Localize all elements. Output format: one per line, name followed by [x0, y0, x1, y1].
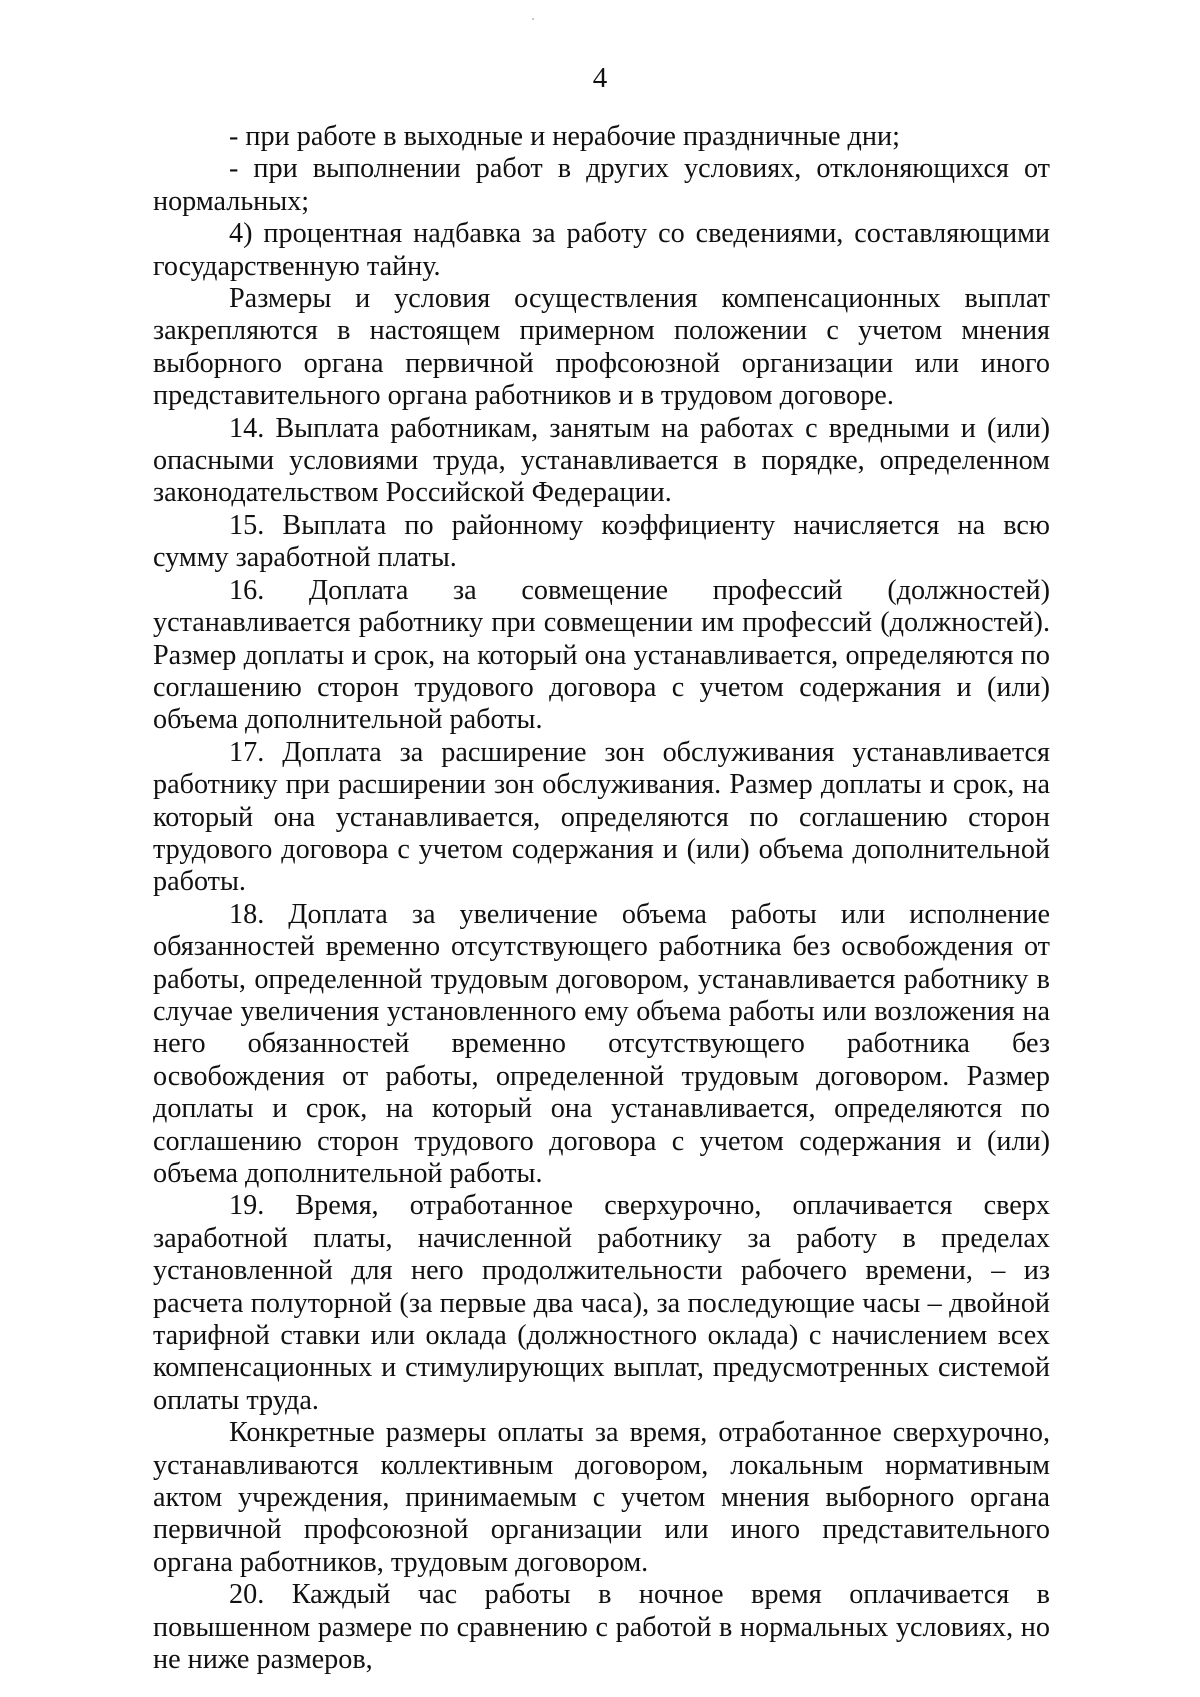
paragraph-state-secret: 4) процентная надбавка за работу со сведениями, составляющими государственную тайну. [153, 218, 1050, 282]
paragraph-14: 14. Выплата работникам, занятым на работах с вредными и (или) опасными условиями труда, устанавливается в порядке, определенном законодательством Российской Федерации. [153, 412, 1050, 509]
paragraph-abnormal-conditions: - при выполнении работ в других условиях, отклоняющихся от нормальных; [153, 153, 1050, 217]
paragraph-17: 17. Доплата за расширение зон обслуживания устанавливается работнику при расширении зон обслуживания. Размер доплаты и срок, на который она устанавливается, определяются по соглашению сторон трудового договора с учетом содержания и (или) объема дополнительной работы. [153, 736, 1050, 898]
paragraph-overtime-sizes: Конкретные размеры оплаты за время, отработанное сверхурочно, устанавливаются коллективным договором, локальным нормативным актом учреждения, принимаемым с учетом мнения выборного органа первичной профсоюзной организации или иного представительного органа работников, трудовым договором. [153, 1417, 1050, 1578]
paragraph-holidays: - при работе в выходные и нерабочие праздничные дни; [229, 121, 900, 152]
scan-dot [532, 18, 534, 20]
paragraph-20: 20. Каждый час работы в ночное время оплачивается в повышенном размере по сравнению с работой в нормальных условиях, но не ниже размеров, [153, 1579, 1050, 1676]
paragraph-19: 19. Время, отработанное сверхурочно, оплачивается сверх заработной платы, начисленной работнику за работу в пределах установленной для него продолжительности рабочего времени, – из расчета полуторной (за первые два часа), за последующие часы – двойной тарифной ставки или оклада (должностного оклада) с начислением всех компенсационных и стимулирующих выплат, предусмотренных системой оплаты труда. [153, 1190, 1050, 1416]
paragraph-15: 15. Выплата по районному коэффициенту начисляется на всю сумму заработной платы. [153, 509, 1050, 574]
paragraph-16: 16. Доплата за совмещение профессий (должностей) устанавливается работнику при совмещении им профессий (должностей). Размер доплаты и срок, на который она устанавливается, определяются по соглашению сторон трудового договора с учетом содержания и (или) объема дополнительной работы. [153, 574, 1050, 736]
paragraph-18: 18. Доплата за увеличение объема работы или исполнение обязанностей временно отсутствующего работника без освобождения от работы, определенной трудовым договором, устанавливается работнику в случае увеличения установленного ему объема работы или возложения на него обязанностей временно отсутствующего работника без освобождения от работы, определенной трудовым договором. Размер доплаты и срок, на который она устанавливается, определяются по соглашению сторон трудового договора с учетом содержания и (или) объема дополнительной работы. [153, 898, 1050, 1189]
paragraph-compensation-sizes: Размеры и условия осуществления компенсационных выплат закрепляются в настоящем примерном положении с учетом мнения выборного органа первичной профсоюзной организации или иного представительного органа работников и в трудовом договоре. [153, 283, 1050, 412]
page-number: 4 [592, 62, 608, 94]
document-body [153, 121, 1050, 1677]
